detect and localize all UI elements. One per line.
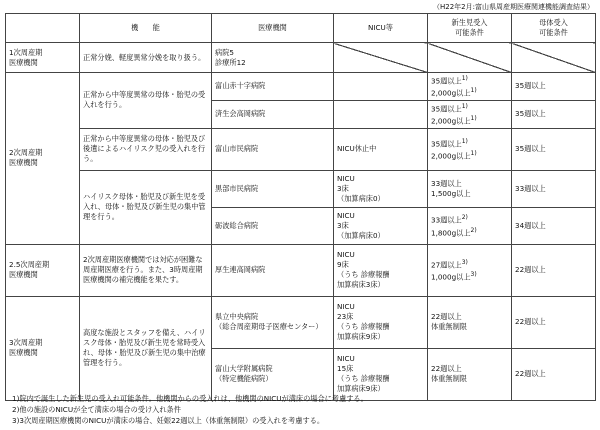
maternal-condition-cell: 33週以上 — [512, 170, 596, 207]
function-cell: ハイリスク母体・胎児及び新生児を受入れ、母体・胎児及び新生児の集中管理を行う。 — [80, 170, 212, 244]
nicu-line: 加算病床9床） — [337, 384, 385, 394]
level-cell-primary — [6, 43, 80, 73]
nicu-line: 3床 — [337, 183, 349, 193]
empty-diagonal-cell — [334, 43, 428, 73]
level-cell-secondary — [6, 73, 80, 245]
level-label: 医療機関 — [9, 348, 38, 358]
newborn-weight: 1,500g以上 — [431, 188, 471, 198]
function-cell: 高度な施設とスタッフを備え、ハイリスク母体・胎児及び新生児を常時受入れ、母体・胎児及び新生児の集中治療管理を行う。 — [80, 296, 212, 400]
nicu-line: 3床 — [337, 220, 349, 230]
nicu-line: （加算病床0） — [337, 193, 385, 203]
nicu-line: （うち 診療報酬 — [337, 374, 390, 384]
footnote-ref: 1) — [461, 102, 468, 110]
newborn-weight: 体重無制限 — [431, 374, 467, 384]
level-label: 医療機関 — [9, 270, 38, 280]
nicu-line: NICU — [337, 250, 355, 260]
newborn-weeks: 33週以上 — [431, 178, 462, 188]
newborn-weeks: 33週以上 — [431, 215, 462, 225]
nicu-cell — [334, 207, 428, 244]
maternal-condition-cell: 22週以上 — [512, 296, 596, 348]
function-cell: 正常分娩、軽度異常分娩を取り扱う。 — [80, 43, 212, 73]
maternal-condition-cell: 35週以上 — [512, 128, 596, 170]
newborn-condition-cell — [428, 244, 512, 296]
nicu-line: 23床 — [337, 312, 354, 322]
nicu-cell — [334, 244, 428, 296]
nicu-cell: NICU休止中 — [334, 128, 428, 170]
level-label: 3次周産期 — [9, 338, 43, 348]
institution-cell: 厚生連高岡病院 — [212, 244, 334, 296]
perinatal-care-table — [5, 13, 596, 401]
footnote-ref: 2) — [461, 214, 468, 222]
source-note: （H22年2月:富山県周産期医療関連機能調査結果） — [433, 3, 594, 11]
institution-cell: 富山赤十字病院 — [212, 73, 334, 101]
footnote-ref: 1) — [461, 75, 468, 82]
newborn-weight: 2,000g以上 — [431, 116, 471, 126]
nicu-line: （うち 診療報酬 — [337, 322, 390, 332]
institution-subtitle: （特定機能病院） — [215, 374, 273, 384]
institution-name: 病院5 — [215, 47, 234, 57]
newborn-condition-cell — [428, 170, 512, 207]
institution-name: 診療所12 — [215, 57, 246, 67]
maternal-condition-cell: 35週以上 — [512, 100, 596, 128]
institution-cell: 黒部市民病院 — [212, 170, 334, 207]
newborn-weeks: 22週以上 — [431, 364, 462, 374]
footnote-ref: 2) — [470, 226, 477, 234]
footnote-ref: 1) — [470, 87, 477, 95]
level-label: 医療機関 — [9, 57, 38, 67]
level-label: 2.5次周産期 — [9, 260, 50, 270]
header-row — [6, 14, 596, 43]
header-newborn-conditions — [428, 14, 512, 43]
nicu-line: NICU — [337, 173, 355, 183]
newborn-weeks: 22週以上 — [431, 312, 462, 322]
level-label: 医療機関 — [9, 158, 38, 168]
nicu-line: 15床 — [337, 364, 354, 374]
nicu-cell — [334, 296, 428, 348]
institution-cell: 砺波総合病院 — [212, 207, 334, 244]
level-cell-2-5 — [6, 244, 80, 296]
table-row — [6, 244, 596, 296]
table-row — [6, 128, 596, 170]
footnote-3: 3)3次周産期医療機関のNICUが満床の場合、妊娠22週以上（体重無制限）の受入れを考慮する。 — [12, 416, 325, 425]
institution-cell — [212, 43, 334, 73]
function-cell: 2次周産期医療機関では対応が困難な周産期医療を行う。また、3時周産期医療機関の補完機能を果たす。 — [80, 244, 212, 296]
institution-cell: 済生会高岡病院 — [212, 100, 334, 128]
newborn-weeks: 27週以上 — [431, 260, 462, 270]
table-row — [6, 296, 596, 348]
empty-diagonal-cell — [512, 43, 596, 73]
function-cell: 正常から中等度異常の母体・胎児及び後遺によるハイリスク児の受入れを行う。 — [80, 128, 212, 170]
nicu-cell — [334, 170, 428, 207]
footnote-1: 1)院内で誕生した新生児の受入れ可能条件。他機関からの受入れは、他機関のNICUが満床の場合に考慮する。 — [12, 394, 368, 403]
nicu-line: NICU — [337, 302, 355, 312]
empty-diagonal-cell — [428, 43, 512, 73]
function-cell: 正常から中等度異常の母体・胎児の受入れを行う。 — [80, 73, 212, 129]
newborn-weight: 2,000g以上 — [431, 151, 471, 161]
nicu-line: （加算病床0） — [337, 230, 385, 240]
header-institution: 医療機関 — [212, 14, 334, 43]
newborn-weight: 1,800g以上 — [431, 227, 471, 237]
maternal-condition-cell: 22週以上 — [512, 244, 596, 296]
nicu-cell — [334, 100, 428, 128]
newborn-condition-cell — [428, 128, 512, 170]
footnote-ref: 3) — [461, 258, 468, 266]
header-newborn-line2: 可能条件 — [455, 28, 484, 37]
footnote-ref: 1) — [470, 150, 477, 158]
institution-name: 富山大学附属病院 — [215, 364, 273, 374]
footnotes — [12, 393, 597, 426]
header-nicu: NICU等 — [334, 14, 428, 43]
header-maternal-line1: 母体受入 — [539, 18, 568, 27]
nicu-line: 加算病床9床） — [337, 332, 385, 342]
level-cell-tertiary — [6, 296, 80, 400]
header-function: 機 能 — [80, 14, 212, 43]
newborn-condition-cell — [428, 207, 512, 244]
header-newborn-line1: 新生児受入 — [451, 18, 488, 27]
newborn-weight: 2,000g以上 — [431, 88, 471, 98]
footnote-ref: 1) — [461, 137, 468, 145]
nicu-line: NICU — [337, 354, 355, 364]
table-row — [6, 43, 596, 73]
maternal-condition-cell: 34週以上 — [512, 207, 596, 244]
newborn-weeks: 35週以上 — [431, 139, 462, 149]
newborn-weeks: 35週以上 — [431, 76, 462, 86]
institution-subtitle: （総合周産期母子医療センター） — [215, 322, 323, 332]
newborn-weight: 1,000g以上 — [431, 272, 471, 282]
header-maternal-conditions — [512, 14, 596, 43]
institution-name: 県立中央病院 — [215, 312, 259, 322]
footnote-ref: 1) — [470, 115, 477, 123]
nicu-line: （うち 診療報酬 — [337, 270, 390, 280]
table-row — [6, 170, 596, 207]
nicu-line: NICU — [337, 210, 355, 220]
nicu-line: 加算病床3床） — [337, 280, 385, 290]
newborn-condition-cell — [428, 296, 512, 348]
newborn-weight: 体重無制限 — [431, 322, 467, 332]
nicu-cell — [334, 73, 428, 101]
institution-cell: 富山市民病院 — [212, 128, 334, 170]
newborn-weeks: 35週以上 — [431, 104, 462, 114]
maternal-condition-cell: 22週以上 — [512, 348, 596, 400]
level-label: 1次周産期 — [9, 47, 43, 57]
newborn-condition-cell — [428, 73, 512, 101]
newborn-condition-cell — [428, 100, 512, 128]
maternal-condition-cell: 35週以上 — [512, 73, 596, 101]
header-level — [6, 14, 80, 43]
level-label: 2次周産期 — [9, 148, 43, 158]
footnote-ref: 3) — [470, 271, 477, 279]
footnote-2: 2)他の施設のNICUが全て満床の場合の受け入れ条件 — [12, 405, 181, 414]
institution-cell — [212, 296, 334, 348]
nicu-line: 9床 — [337, 260, 349, 270]
header-maternal-line2: 可能条件 — [539, 28, 568, 37]
table-row — [6, 73, 596, 101]
